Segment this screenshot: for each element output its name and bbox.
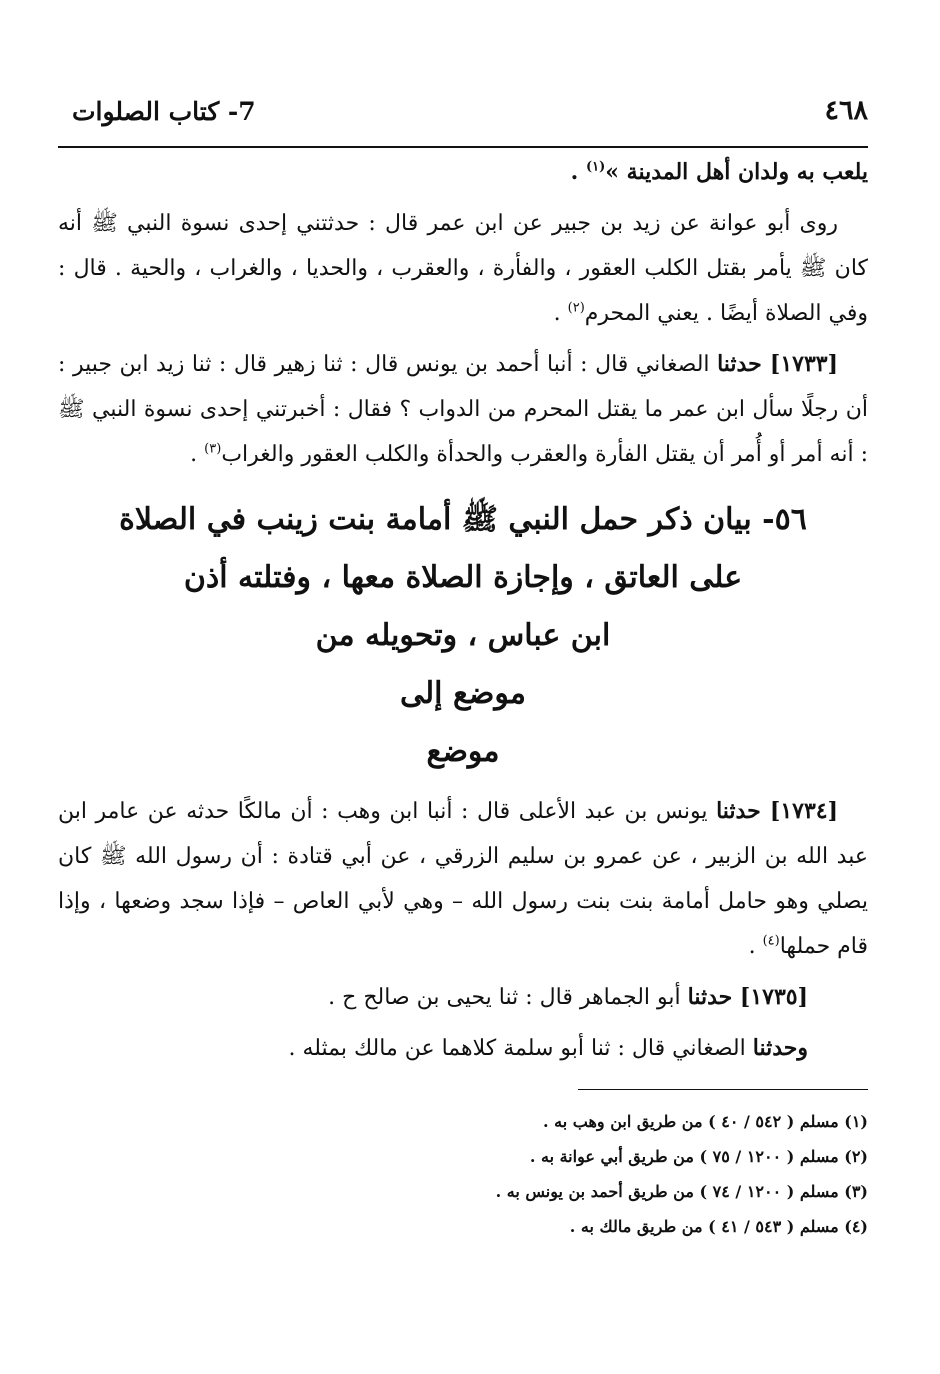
riwaya-text: روى أبو عوانة عن زيد بن جبير عن ابن عمر قال : حدثتني إحدى نسوة النبي ﷺ أنه كان ﷺ يأمر بقتل الكلب العقور ، والفأرة ، والعقرب ، والحديا ، والغراب ، والحية . قال : وفي الصلاة أيضًا . يعني المحرم: [58, 211, 868, 326]
hadith-lead: وحدثنا: [752, 1035, 808, 1061]
footnote-2: (٢) مسلم ( ١٢٠٠ / ٧٥ ) من طريق أبي عوانة به .: [529, 1147, 868, 1166]
punctuation: .: [570, 159, 586, 185]
punctuation: .: [748, 934, 763, 959]
hadith-1733: [58, 342, 868, 477]
hadith-1735-line-1: [58, 975, 808, 1020]
footnote-ref: (١): [585, 159, 606, 175]
heading-line-1: ٥٦- بيان ذكر حمل النبي ﷺ أمامة بنت زينب في الصلاة: [119, 502, 807, 537]
footnote-rule: [578, 1089, 868, 1090]
footnote-4: (٤) مسلم ( ٥٤٣ / ٤١ ) من طريق مالك به .: [569, 1217, 868, 1236]
chapter-heading: [58, 491, 868, 781]
main-text: [58, 150, 868, 1071]
footnote-ref: (٣): [204, 441, 222, 457]
footnote-ref: (٢): [567, 300, 585, 316]
riwaya-paragraph: [58, 201, 868, 336]
hadith-1735-line-2: [58, 1026, 808, 1071]
hadith-text: الصغاني قال : أنبا أحمد بن يونس قال : ثنا زهير قال : ثنا زيد ابن جبير : أن رجلًا سأل ابن عمر ما يقتل المحرم من الدواب ؟ فقال : أخبرتني إحدى نسوة النبي ﷺ : أنه أمر أو أُمر أن يقتل الفأرة والعقرب والحدأة والكلب العقور والغراب: [58, 352, 868, 467]
continued-paragraph: [58, 150, 868, 195]
hadith-number: [١٧٣٤]: [760, 798, 838, 824]
hadith-lead: حدثنا: [716, 798, 761, 824]
continued-text: يلعب به ولدان أهل المدينة »: [605, 159, 868, 185]
page-header: [58, 78, 868, 126]
hadith-lead: حدثنا: [687, 984, 733, 1010]
heading-line-2: على العاتق ، وإجازة الصلاة معها ، وفتلته أذن: [183, 560, 743, 595]
footnote-ref: (٤): [762, 933, 780, 949]
hadith-1734: [58, 789, 868, 969]
punctuation: .: [190, 442, 205, 467]
footnote-1: (١) مسلم ( ٥٤٢ / ٤٠ ) من طريق ابن وهب به .: [543, 1112, 868, 1131]
header-rule: [58, 146, 868, 148]
page-number: ٤٦٨: [824, 95, 868, 126]
hadith-text: يونس بن عبد الأعلى قال : أنبا ابن وهب : أن مالكًا حدثه عن عامر ابن عبد الله بن الزبير ، عن عمرو بن سليم الزرقي ، عن أبي قتادة : أن رسول الله ﷺ كان يصلي وهو حامل أمامة بنت بنت رسول الله – وهي لأبي العاص – فإذا سجد وضعها ، وإذا قام حملها: [58, 799, 868, 959]
book-page: [58, 78, 868, 1244]
hadith-lead: حدثنا: [717, 351, 762, 377]
hadith-number: [١٧٣٥]: [732, 984, 808, 1010]
heading-line-5: موضع: [426, 734, 500, 769]
heading-line-3: ابن عباس ، وتحويله من: [315, 618, 611, 653]
hadith-text: أبو الجماهر قال : ثنا يحيى بن صالح ح .: [328, 985, 688, 1010]
running-title: 7- كتاب الصلوات: [72, 97, 256, 126]
hadith-text: الصغاني قال : ثنا أبو سلمة كلاهما عن مالك بمثله .: [288, 1036, 753, 1061]
punctuation: .: [553, 301, 568, 326]
footnote-3: (٣) مسلم ( ١٢٠٠ / ٧٤ ) من طريق أحمد بن يونس به .: [495, 1182, 868, 1201]
footnotes: [58, 1104, 868, 1244]
hadith-1735: [58, 975, 808, 1071]
hadith-number: [١٧٣٣]: [761, 351, 838, 377]
heading-line-4: موضع إلى: [400, 676, 526, 711]
